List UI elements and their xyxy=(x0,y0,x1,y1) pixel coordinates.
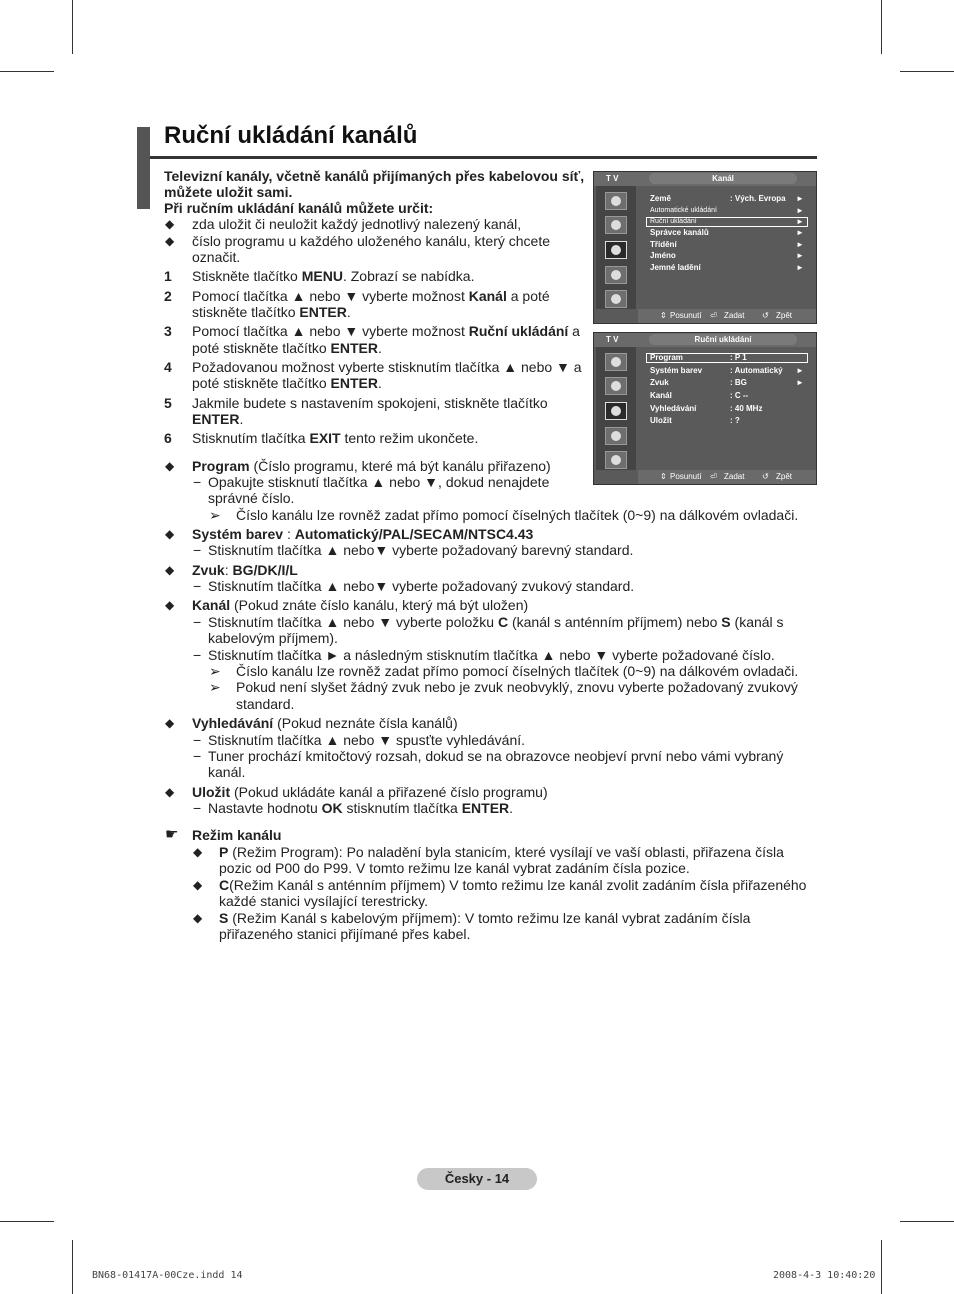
menu-title: Ruční ukládání xyxy=(694,335,752,344)
diamond-bullet-icon: ◆ xyxy=(193,878,203,892)
sound-icon[interactable] xyxy=(605,216,627,234)
step-text: poté stiskněte tlačítko ENTER. xyxy=(192,340,382,356)
diamond-bullet-icon: ◆ xyxy=(165,217,175,231)
mode-c: C(Režim Kanál s anténním příjmem) V tomto režimu lze kanál zvolit zadáním čísla přiřazeného xyxy=(219,877,807,893)
title-underline xyxy=(150,156,817,159)
updown-icon: ⇕ xyxy=(660,311,667,320)
diamond-bullet-icon: ◆ xyxy=(165,234,175,248)
return-icon: ↺ xyxy=(762,311,769,320)
right-arrow-icon: ► xyxy=(796,366,804,375)
footer-enter: Zadat xyxy=(724,472,745,481)
diamond-bullet-icon: ◆ xyxy=(165,563,175,577)
footer-enter: Zadat xyxy=(724,311,745,320)
setup-icon[interactable] xyxy=(605,427,627,445)
diamond-bullet-icon: ◆ xyxy=(165,716,175,730)
slug-date: 2008-4-3 10:40:20 xyxy=(773,1270,876,1281)
menu-footer xyxy=(638,470,816,484)
tv-label: T V xyxy=(606,335,619,344)
picture-icon[interactable] xyxy=(605,353,627,371)
input-icon[interactable] xyxy=(605,451,627,469)
dash: − xyxy=(193,732,202,748)
dash: − xyxy=(193,542,202,558)
tv-label: T V xyxy=(606,174,619,183)
step-number: 4 xyxy=(164,359,172,375)
menu-sidebar xyxy=(596,347,636,470)
menu-item-name[interactable]: Jméno xyxy=(650,251,676,260)
list-item: zda uložit či neuložit každý jednotlivý nalezený kanál, xyxy=(192,216,522,232)
menu-item-manager[interactable]: Správce kanálů xyxy=(650,228,709,237)
step-number: 2 xyxy=(164,288,172,304)
program-sub: správné číslo. xyxy=(208,490,295,506)
mode-s: přiřazeného stanici přijímané přes kabel. xyxy=(219,926,471,942)
menu-item-system[interactable]: Systém barev xyxy=(650,366,703,375)
vyhledavani-sub: kanál. xyxy=(208,764,246,780)
intro-text: můžete uložit sami. xyxy=(164,184,293,200)
enter-icon: ⏎ xyxy=(710,311,717,320)
header-bar-gap xyxy=(150,127,152,209)
note-arrow-icon: ➢ xyxy=(209,679,221,695)
page-title: Ruční ukládání kanálů xyxy=(164,122,418,149)
menu-item-sort[interactable]: Třídění xyxy=(650,240,677,249)
step-text: Stiskněte tlačítko MENU. Zobrazí se nabídka. xyxy=(192,268,475,284)
step-number: 3 xyxy=(164,323,172,339)
menu-screen-kanal xyxy=(593,171,817,324)
system-item: Systém barev : Automatický/PAL/SECAM/NTSC4.43 xyxy=(192,526,534,542)
menu-value: : P 1 xyxy=(730,353,747,362)
diamond-bullet-icon: ◆ xyxy=(165,527,175,541)
step-text: stiskněte tlačítko ENTER. xyxy=(192,304,351,320)
mode-c: každé stanici vysílající terestricky. xyxy=(219,893,429,909)
crop-mark xyxy=(881,0,882,54)
menu-screen-manual xyxy=(593,332,817,485)
program-item: Program (Číslo programu, které má být kanálu přiřazeno) xyxy=(192,458,551,474)
vyhledavani-sub: Tuner prochází kmitočtový rozsah, dokud se na obrazovce neobjeví první nebo vámi vybraný xyxy=(208,748,784,764)
menu-item-fine[interactable]: Jemné ladění xyxy=(650,263,701,272)
menu-title: Kanál xyxy=(712,174,734,183)
right-arrow-icon: ► xyxy=(796,194,804,203)
dash: − xyxy=(193,474,202,490)
menu-item-search[interactable]: Vyhledávání xyxy=(650,404,697,413)
crop-mark xyxy=(72,1240,73,1294)
diamond-bullet-icon: ◆ xyxy=(165,598,175,612)
picture-icon[interactable] xyxy=(605,192,627,210)
step-number: 6 xyxy=(164,430,172,446)
right-arrow-icon: ► xyxy=(796,251,804,260)
note-arrow-icon: ➢ xyxy=(209,663,221,679)
note-arrow-icon: ➢ xyxy=(209,507,221,523)
list-item: označit. xyxy=(192,249,241,265)
step-text: Pomocí tlačítka ▲ nebo ▼ vyberte možnost Kanál a poté xyxy=(192,288,550,304)
right-arrow-icon: ► xyxy=(796,378,804,387)
right-arrow-icon: ► xyxy=(796,228,804,237)
vyhledavani-item: Vyhledávání (Pokud neznáte čísla kanálů) xyxy=(192,715,458,731)
kanal-note: Pokud není slyšet žádný zvuk nebo je zvuk neobvyklý, znovu vyberte požadovaný zvukový xyxy=(236,679,798,695)
menu-item-manual[interactable]: Ruční ukládání xyxy=(650,218,697,225)
kanal-item: Kanál (Pokud znáte číslo kanálu, který má být uložen) xyxy=(192,597,529,613)
menu-value: : C -- xyxy=(730,391,749,400)
step-text: Pomocí tlačítka ▲ nebo ▼ vyberte možnost Ruční ukládání a xyxy=(192,323,580,339)
crop-mark xyxy=(0,71,54,72)
ulozit-sub: Nastavte hodnotu OK stisknutím tlačítka ENTER. xyxy=(208,800,514,816)
diamond-bullet-icon: ◆ xyxy=(193,911,203,925)
kanal-note: Číslo kanálu lze rovněž zadat přímo pomocí číselných tlačítek (0~9) na dálkovém ovladači. xyxy=(236,663,799,679)
step-text: ENTER. xyxy=(192,411,244,427)
footer-back: Zpět xyxy=(776,472,793,481)
zvuk-item: Zvuk: BG/DK/I/L xyxy=(192,562,298,578)
right-arrow-icon: ► xyxy=(796,263,804,272)
menu-item-channel[interactable]: Kanál xyxy=(650,391,672,400)
menu-value: : 40 MHz xyxy=(730,404,763,413)
mode-p: pozic od P00 do P99. V tomto režimu lze kanál vybrat zadáním čísla pozice. xyxy=(219,860,690,876)
right-arrow-icon: ► xyxy=(796,206,804,215)
kanal-sub: kabelovým příjmem). xyxy=(208,630,338,646)
enter-icon: ⏎ xyxy=(710,472,717,481)
footer-move: Posunutí xyxy=(670,472,702,481)
crop-mark xyxy=(881,1240,882,1294)
updown-icon: ⇕ xyxy=(660,472,667,481)
menu-item-store[interactable]: Uložit xyxy=(650,416,672,425)
footer-back: Zpět xyxy=(776,311,793,320)
program-sub: Opakujte stisknutí tlačítka ▲ nebo ▼, dokud nenajdete xyxy=(208,474,550,490)
intro-text: Při ručním ukládání kanálů můžete určit: xyxy=(164,200,434,216)
menu-value: : BG xyxy=(730,378,747,387)
step-number: 5 xyxy=(164,395,172,411)
right-arrow-icon: ► xyxy=(796,217,804,226)
vyhledavani-sub: Stisknutím tlačítka ▲ nebo ▼ spusťte vyhledávání. xyxy=(208,732,526,748)
menu-item-auto[interactable]: Automatické ukládání xyxy=(650,207,717,214)
dash: − xyxy=(193,647,202,663)
input-icon[interactable] xyxy=(605,290,627,308)
kanal-note: standard. xyxy=(236,696,295,712)
page-number: Česky - 14 xyxy=(417,1168,537,1190)
kanal-sub: Stisknutím tlačítka ▲ nebo ▼ vyberte položku C (kanál s anténním příjmem) nebo S (kanál s xyxy=(208,614,784,630)
channel-icon[interactable] xyxy=(605,241,627,259)
crop-mark xyxy=(0,1221,54,1222)
step-text: poté stiskněte tlačítko ENTER. xyxy=(192,375,382,391)
diamond-bullet-icon: ◆ xyxy=(165,785,175,799)
step-text: Požadovanou možnost vyberte stisknutím tlačítka ▲ nebo ▼ a xyxy=(192,359,582,375)
step-text: Stisknutím tlačítka EXIT tento režim ukončete. xyxy=(192,430,479,446)
ulozit-item: Uložit (Pokud ukládáte kanál a přiřazené číslo programu) xyxy=(192,784,548,800)
dash: − xyxy=(193,614,202,630)
sound-icon[interactable] xyxy=(605,377,627,395)
dash: − xyxy=(193,578,202,594)
right-arrow-icon: ► xyxy=(796,240,804,249)
step-text: Jakmile budete s nastavením spokojeni, stiskněte tlačítko xyxy=(192,395,548,411)
header-bar xyxy=(137,127,151,209)
list-item: číslo programu u každého uloženého kanálu, který chcete xyxy=(192,233,550,249)
menu-body xyxy=(638,186,814,309)
diamond-bullet-icon: ◆ xyxy=(193,845,203,859)
pointing-hand-icon: ☛ xyxy=(165,826,179,843)
menu-footer xyxy=(638,309,816,323)
menu-body xyxy=(638,347,814,470)
footer-move: Posunutí xyxy=(670,311,702,320)
system-sub: Stisknutím tlačítka ▲ nebo▼ vyberte požadovaný barevný standard. xyxy=(208,542,634,558)
menu-value: : Automatický xyxy=(730,366,783,375)
kanal-sub: Stisknutím tlačítka ► a následným stisknutím tlačítka ▲ nebo ▼ vyberte požadované číslo. xyxy=(208,647,775,663)
intro-text: Televizní kanály, včetně kanálů přijímaných přes kabelovou síť, xyxy=(164,168,585,184)
crop-mark xyxy=(900,71,954,72)
menu-value: : Vých. Evropa xyxy=(730,194,786,203)
diamond-bullet-icon: ◆ xyxy=(165,459,175,473)
mode-s: S (Režim Kanál s kabelovým příjmem): V tomto režimu lze kanál vybrat zadáním čísla xyxy=(219,910,751,926)
slug-file: BN68-01417A-00Cze.indd 14 xyxy=(92,1270,243,1281)
mode-p: P (Režim Program): Po naladění byla stanicím, které vysílají ve vaší oblasti, přiřazena čísla xyxy=(219,844,784,860)
zvuk-sub: Stisknutím tlačítka ▲ nebo▼ vyberte požadovaný zvukový standard. xyxy=(208,578,635,594)
return-icon: ↺ xyxy=(762,472,769,481)
mode-heading: Režim kanálu xyxy=(192,827,282,843)
crop-mark xyxy=(900,1221,954,1222)
menu-sidebar xyxy=(596,186,636,309)
program-note: Číslo kanálu lze rovněž zadat přímo pomocí číselných tlačítek (0~9) na dálkovém ovladači. xyxy=(236,507,799,523)
crop-mark xyxy=(72,0,73,54)
step-number: 1 xyxy=(164,268,172,284)
dash: − xyxy=(193,748,202,764)
menu-value: : ? xyxy=(730,416,740,425)
dash: − xyxy=(193,800,202,816)
setup-icon[interactable] xyxy=(605,266,627,284)
menu-item-sound[interactable]: Zvuk xyxy=(650,378,669,387)
menu-item-zeme[interactable]: Země xyxy=(650,194,671,203)
channel-icon[interactable] xyxy=(605,402,627,420)
menu-item-program[interactable]: Program xyxy=(650,353,683,362)
